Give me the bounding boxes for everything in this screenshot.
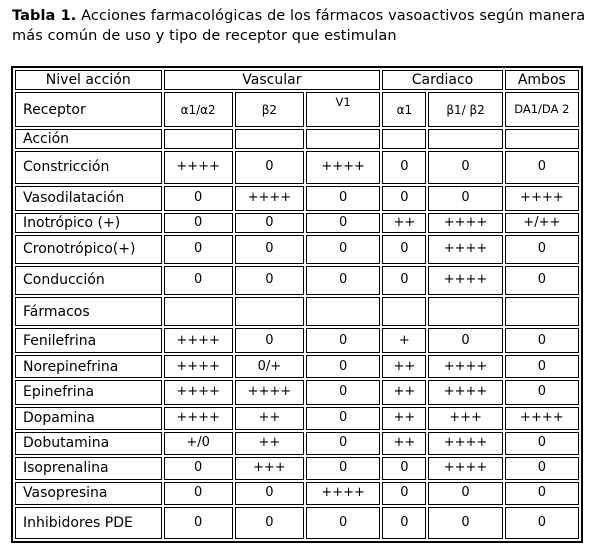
table-row [15,186,579,211]
empty-cell [164,129,233,149]
value-cell: ++ [382,213,426,233]
row-label: Fenilefrina [15,328,162,353]
value-cell: 0 [428,507,502,540]
value-cell: ++++ [428,432,502,455]
value-cell: ++++ [428,355,502,378]
value-cell: 0 [235,235,304,264]
value-cell: 0 [382,457,426,480]
table-row [15,151,579,183]
empty-cell [428,297,502,326]
value-cell: 0 [505,432,579,455]
table-row [15,407,579,430]
value-cell: ++ [382,355,426,378]
caption-text: Acciones farmacológicas de los fármacos vasoactivos según manera más común de uso y tipo de receptor que estimulan [12,8,586,44]
value-cell: ++++ [428,213,502,233]
receptor-beta2: β2 [235,92,304,128]
value-cell: 0 [505,457,579,480]
value-cell: 0 [428,186,502,211]
table-row [15,355,579,378]
value-cell: 0 [306,328,380,353]
value-cell: 0 [235,213,304,233]
section-farmacos-row [15,297,579,326]
value-cell: 0 [428,328,502,353]
value-cell: 0 [306,407,380,430]
row-label: Dobutamina [15,432,162,455]
table-body [15,70,579,539]
header-group-row [15,70,579,90]
empty-cell [505,297,579,326]
value-cell: + [382,328,426,353]
row-label: Inotrópico (+) [15,213,162,233]
value-cell: 0 [306,380,380,404]
value-cell: ++++ [164,407,233,430]
value-cell: 0 [505,235,579,264]
row-label: Cronotrópico(+) [15,235,162,264]
row-label: Dopamina [15,407,162,430]
empty-cell [235,297,304,326]
header-cardiaco: Cardiaco [382,70,502,90]
empty-cell [428,129,502,149]
section-accion-row [15,129,579,149]
value-cell: ++++ [505,407,579,430]
table-row [15,482,579,505]
value-cell: 0 [306,432,380,455]
value-cell: ++++ [164,380,233,404]
value-cell: ++++ [235,186,304,211]
value-cell: ++ [382,407,426,430]
receptor-v1: V1 [306,92,380,128]
table-row [15,235,579,264]
value-cell: 0 [505,380,579,404]
value-cell: +/0 [164,432,233,455]
pharmacology-table [13,68,581,541]
value-cell: 0 [235,507,304,540]
value-cell: ++++ [428,380,502,404]
value-cell: 0/+ [235,355,304,378]
receptor-alpha1: α1 [382,92,426,128]
header-ambos: Ambos [505,70,579,90]
table-caption [12,6,588,46]
value-cell: ++++ [235,380,304,404]
value-cell: 0 [235,328,304,353]
value-cell: 0 [306,235,380,264]
value-cell: ++++ [164,355,233,378]
value-cell: 0 [505,482,579,505]
value-cell: 0 [164,235,233,264]
table-row [15,507,579,540]
receptor-row [15,92,579,128]
value-cell: 0 [306,266,380,295]
receptor-alpha1-alpha2: α1/α2 [164,92,233,128]
row-label: Inhibidores PDE [15,507,162,540]
value-cell: ++++ [164,151,233,183]
caption-label: Tabla 1. [12,8,77,24]
value-cell: ++ [382,380,426,404]
header-nivel-accion: Nivel acción [15,70,162,90]
value-cell: ++++ [306,482,380,505]
value-cell: 0 [505,151,579,183]
row-label: Vasopresina [15,482,162,505]
row-label: Norepinefrina [15,355,162,378]
value-cell: 0 [306,213,380,233]
value-cell: 0 [164,457,233,480]
value-cell: ++++ [428,457,502,480]
value-cell: 0 [306,355,380,378]
value-cell: 0 [382,507,426,540]
value-cell: 0 [164,482,233,505]
table-row [15,432,579,455]
value-cell: 0 [505,507,579,540]
value-cell: 0 [382,235,426,264]
empty-cell [382,297,426,326]
receptor-beta1-beta2: β1/ β2 [428,92,502,128]
value-cell: +++ [235,457,304,480]
value-cell: ++ [235,432,304,455]
value-cell: 0 [428,151,502,183]
value-cell: 0 [428,482,502,505]
value-cell: 0 [164,507,233,540]
value-cell: ++++ [306,151,380,183]
empty-cell [382,129,426,149]
section-accion-label: Acción [15,129,162,149]
row-label: Epinefrina [15,380,162,404]
value-cell: 0 [306,507,380,540]
value-cell: ++++ [428,266,502,295]
row-label: Constricción [15,151,162,183]
empty-cell [235,129,304,149]
section-farmacos-label: Fármacos [15,297,162,326]
value-cell: ++ [382,432,426,455]
receptor-da1-da2: DA1/DA 2 [505,92,579,128]
value-cell: 0 [164,266,233,295]
empty-cell [505,129,579,149]
row-label: Vasodilatación [15,186,162,211]
receptor-label: Receptor [15,92,162,128]
empty-cell [306,297,380,326]
value-cell: +++ [428,407,502,430]
value-cell: 0 [306,186,380,211]
value-cell: 0 [382,151,426,183]
value-cell: 0 [164,213,233,233]
value-cell: 0 [382,186,426,211]
value-cell: ++++ [164,328,233,353]
value-cell: ++ [235,407,304,430]
value-cell: 0 [306,457,380,480]
value-cell: 0 [235,151,304,183]
value-cell: 0 [505,266,579,295]
value-cell: 0 [382,482,426,505]
value-cell: 0 [235,266,304,295]
table-row [15,266,579,295]
table-row [15,380,579,404]
table-row [15,328,579,353]
empty-cell [306,129,380,149]
value-cell: +/++ [505,213,579,233]
value-cell: 0 [164,186,233,211]
value-cell: 0 [235,482,304,505]
value-cell: 0 [382,266,426,295]
row-label: Conducción [15,266,162,295]
value-cell: ++++ [428,235,502,264]
value-cell: ++++ [505,186,579,211]
value-cell: 0 [505,328,579,353]
table-row [15,457,579,480]
table-row [15,213,579,233]
value-cell: 0 [505,355,579,378]
header-vascular: Vascular [164,70,381,90]
empty-cell [164,297,233,326]
row-label: Isoprenalina [15,457,162,480]
